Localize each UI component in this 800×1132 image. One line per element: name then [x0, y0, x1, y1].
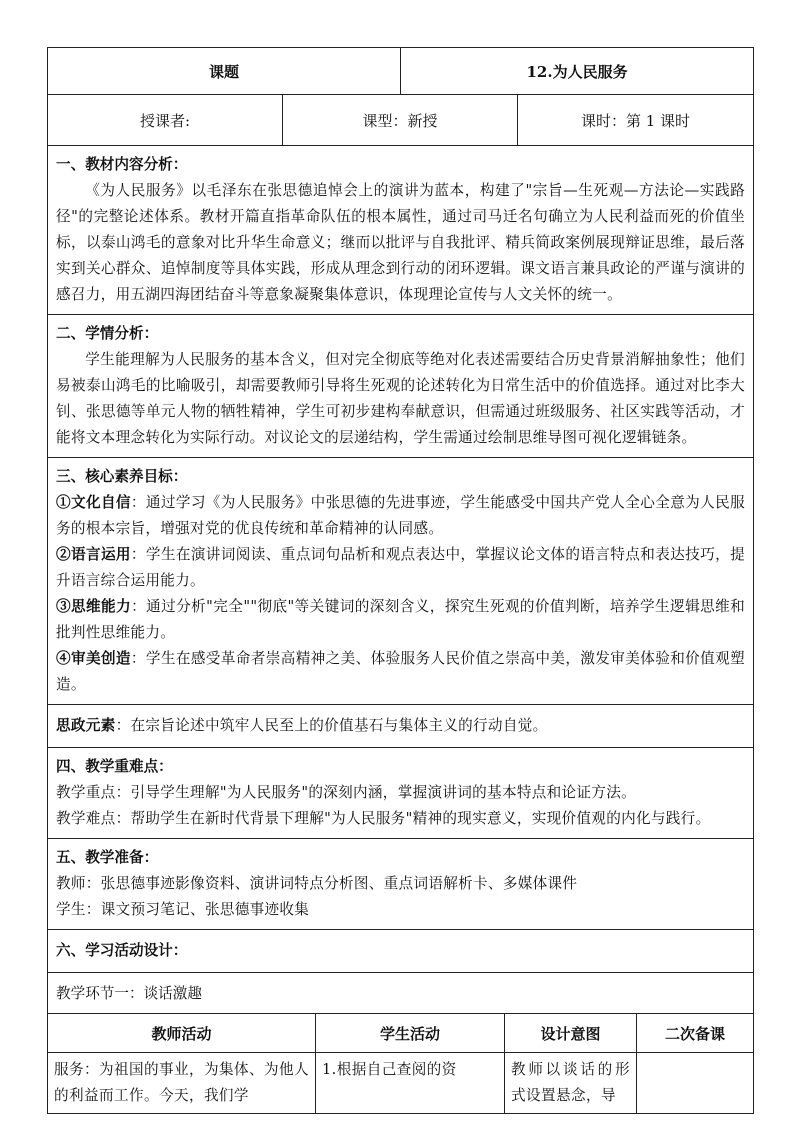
- teacher-activity-cell: 服务：为祖国的事业，为集体、为他人的利益而工作。今天，我们学: [48, 1053, 316, 1114]
- teacher-field: 授课者:: [48, 95, 283, 146]
- second-prep-cell: [637, 1053, 754, 1114]
- column-header: 设计意图: [505, 1014, 637, 1053]
- column-header: 教师活动: [48, 1014, 316, 1053]
- goal-label: ①文化自信: [56, 494, 131, 511]
- goal-item: [56, 594, 745, 646]
- lesson-plan-document: [47, 47, 753, 1114]
- design-intent-cell: 教师以谈话的形式设置悬念，导: [505, 1053, 637, 1114]
- goal-text: ：学生在演讲词阅读、重点词句品析和观点表达中，掌握议论文体的语言特点和表达技巧，提升语言综合运用能力。: [56, 546, 746, 589]
- topic-label: 课题: [48, 48, 401, 95]
- student-activity-cell: 1.根据自己查阅的资: [316, 1053, 505, 1114]
- topic-value: 12.为人民服务: [401, 48, 754, 95]
- activity-row: [48, 1053, 754, 1114]
- preparation-section: [48, 839, 754, 930]
- teacher-preparation: 教师：张思德事迹影像资料、演讲词特点分析图、重点词语解析卡、多媒体课件: [56, 875, 578, 892]
- ideology-label: 思政元素: [56, 717, 116, 734]
- lesson-plan-table: [47, 47, 754, 1014]
- goal-text: ：通过学习《为人民服务》中张思德的先进事迹，学生能感受中国共产党人全心全意为人民服务的根本宗旨，增强对党的优良传统和革命精神的认同感。: [56, 494, 746, 537]
- column-header: 二次备课: [637, 1014, 754, 1053]
- core-goals-section: [48, 458, 754, 705]
- learner-analysis-title: 二、学情分析：: [56, 325, 159, 342]
- content-analysis-title: 一、教材内容分析：: [56, 156, 188, 173]
- goal-item: [56, 542, 745, 594]
- goal-label: ④审美创造: [56, 650, 131, 667]
- core-goals-title: 三、核心素养目标：: [56, 468, 188, 485]
- learner-analysis-text: 学生能理解为人民服务的基本含义，但对完全彻底等绝对化表述需要结合历史背景消解抽象性；他们易被泰山鸿毛的比喻吸引，却需要教师引导将生死观的论述转化为日常生活中的价值选择。通过对比李大钊、张思德等单元人物的牺牲精神，学生可初步建构奉献意识，但需通过班级服务、社区实践等活动，才能将文本理念转化为实际行动。对议论文的层递结构，学生需通过绘制思维导图可视化逻辑链条。: [56, 351, 746, 446]
- key-points-section: [48, 748, 754, 839]
- content-analysis-section: [48, 146, 754, 315]
- ideology-section: [48, 705, 754, 748]
- content-analysis-text: 《为人民服务》以毛泽东在张思德追悼会上的演讲为蓝本，构建了"宗旨—生死观—方法论—实践路径"的完整论述体系。教材开篇直指革命队伍的根本属性，通过司马迁名句确立为人民利益而死的价值坐标，以泰山鸿毛的意象对比升华生命意义；继而以批评与自我批评、精兵简政案例展现辩证思维，最后落实到关心群众、追悼制度等具体实践，形成从理念到行动的闭环逻辑。课文语言兼具政论的严谨与演讲的感召力，用五湖四海团结奋斗等意象凝聚集体意识，体现理论宣传与人文关怀的统一。: [56, 182, 746, 303]
- title-row: [48, 48, 754, 95]
- activities-title: 六、学习活动设计：: [56, 942, 188, 959]
- class-hours-field: 课时：第 1 课时: [518, 95, 754, 146]
- goal-item: [56, 646, 745, 698]
- key-points-title: 四、教学重难点：: [56, 758, 173, 775]
- learner-analysis-section: [48, 315, 754, 458]
- ideology-text: ：在宗旨论述中筑牢人民至上的价值基石与集体主义的行动自觉。: [115, 717, 548, 734]
- activity-table: [47, 1013, 754, 1114]
- teaching-focus: 教学重点：引导学生理解"为人民服务"的深刻内涵，掌握演讲词的基本特点和论证方法。: [56, 784, 636, 801]
- goal-label: ②语言运用: [56, 546, 131, 563]
- activities-title-row: [48, 930, 754, 973]
- goal-label: ③思维能力: [56, 598, 132, 615]
- goal-item: [56, 490, 745, 542]
- teaching-difficulty: 教学难点：帮助学生在新时代背景下理解"为人民服务"精神的现实意义，实现价值观的内化与践行。: [56, 810, 711, 827]
- goal-text: ：通过分析"完全""彻底"等关键词的深刻含义，探究生死观的价值判断，培养学生逻辑思维和批判性思维能力。: [56, 598, 746, 641]
- goal-text: ：学生在感受革命者崇高精神之美、体验服务人民价值之崇高中美，激发审美体验和价值观塑造。: [56, 650, 746, 693]
- column-header: 学生活动: [316, 1014, 505, 1053]
- preparation-title: 五、教学准备：: [56, 849, 159, 866]
- lesson-type-field: 课型：新授: [283, 95, 518, 146]
- activity-header-row: [48, 1014, 754, 1053]
- activity-step-row: [48, 973, 754, 1014]
- meta-row: [48, 95, 754, 146]
- student-preparation: 学生：课文预习笔记、张思德事迹收集: [56, 901, 310, 918]
- activity-step-label: 教学环节一：谈话激趣: [56, 985, 202, 1002]
